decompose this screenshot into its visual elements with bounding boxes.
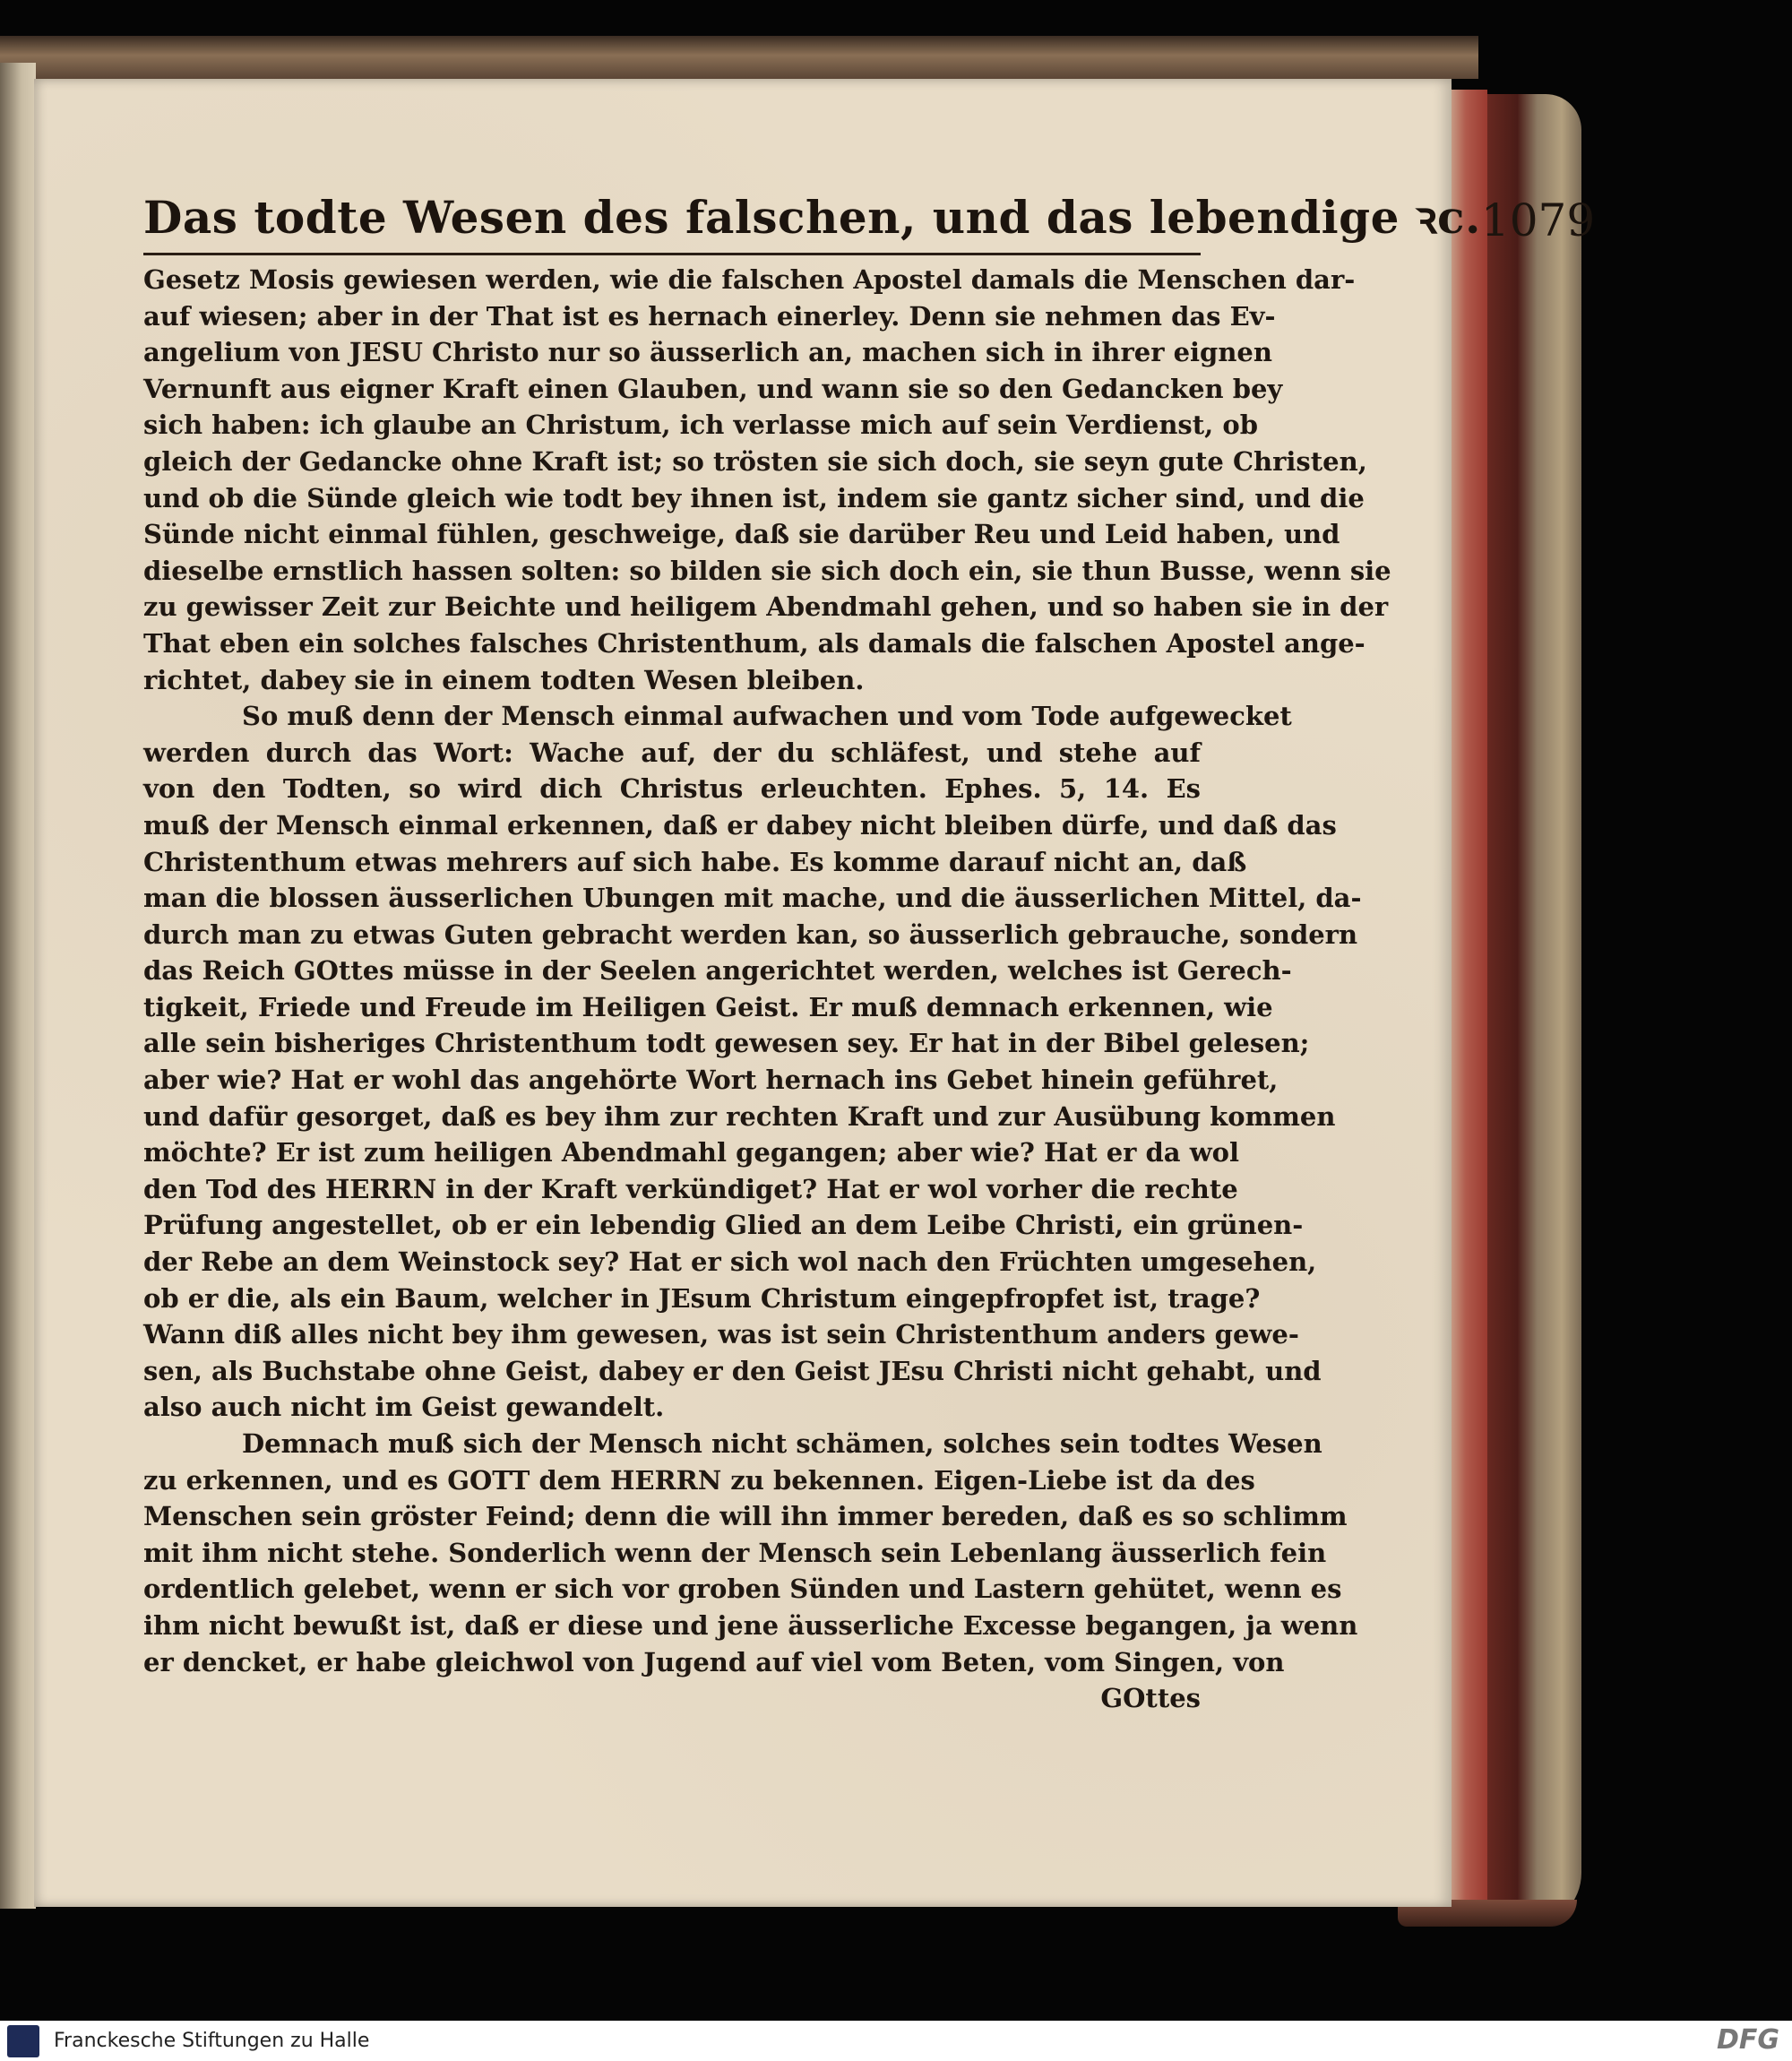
viewer-footer: [0, 2021, 1792, 2061]
text-line: ob er die, als ein Baum, welcher in JEsum Christum eingepfropfet ist, trage?: [143, 1282, 1261, 1314]
text-line: durch man zu etwas Guten gebracht werden kan, so äusserlich gebrauche, sondern: [143, 918, 1358, 950]
text-line: angelium von JESU Christo nur so äusserlich an, machen sich in ihrer eignen: [143, 337, 1272, 368]
text-line: Wann diß alles nicht bey ihm gewesen, was ist sein Christenthum anders gewe-: [143, 1319, 1299, 1350]
paragraph-end-line: richtet, dabey sie in einem todten Wesen bleiben.: [143, 664, 865, 695]
text-line: Vernunft aus eigner Kraft einen Glauben, und wann sie so den Gedancken bey: [143, 373, 1283, 404]
header-rule: [143, 253, 1201, 255]
text-line: werden durch das Wort: Wache auf, der du schläfest, und stehe auf: [143, 737, 1201, 768]
text-line: Sünde nicht einmal fühlen, geschweige, daß sie darüber Reu und Leid haben, und: [143, 519, 1340, 550]
text-line: mit ihm nicht stehe. Sonderlich wenn der Mensch sein Lebenlang äusserlich fein: [143, 1537, 1327, 1568]
text-line: Prüfung angestellet, ob er ein lebendig Glied an dem Leibe Christi, ein grünen-: [143, 1210, 1304, 1241]
paragraph-start-line: So muß denn der Mensch einmal aufwachen und vom Tode aufgewecket: [242, 701, 1292, 732]
book-cover: [1483, 94, 1581, 1927]
paragraph-start-line: Demnach muß sich der Mensch nicht schämen, solches sein todtes Wesen: [242, 1428, 1322, 1459]
text-line: muß der Mensch einmal erkennen, daß er dabey nicht bleiben dürfe, und daß das: [143, 809, 1337, 841]
text-line: sen, als Buchstabe ohne Geist, dabey er den Geist JEsu Christi nicht gehabt, und: [143, 1355, 1322, 1386]
text-line: zu gewisser Zeit zur Beichte und heiligem Abendmahl gehen, und so haben sie in der: [143, 591, 1389, 623]
text-line: auf wiesen; aber in der That ist es hernach einerley. Denn sie nehmen das Ev-: [143, 300, 1276, 332]
text-line: der Rebe an dem Weinstock sey? Hat er sich wol nach den Früchten umgesehen,: [143, 1246, 1317, 1278]
text-line: man die blossen äusserlichen Ubungen mit mache, und die äusserlichen Mittel, da-: [143, 883, 1362, 914]
text-line: Gesetz Mosis gewiesen werden, wie die falschen Apostel damals die Menschen dar-: [143, 264, 1356, 295]
institution-name: Franckesche Stiftungen zu Halle: [54, 2030, 370, 2052]
text-line: ihm nicht bewußt ist, daß er diese und jene äusserliche Excesse begangen, ja wenn: [143, 1609, 1358, 1641]
page-number: 1079: [1480, 194, 1596, 246]
text-line: und ob die Sünde gleich wie todt bey ihnen ist, indem sie gantz sicher sind, und die: [143, 482, 1365, 513]
text-line: zu erkennen, und es GOTT dem HERRN zu bekennen. Eigen-Liebe ist da des: [143, 1464, 1255, 1496]
text-line: dieselbe ernstlich hassen solten: so bilden sie sich doch ein, sie thun Busse, wenn sie: [143, 555, 1391, 586]
text-line: aber wie? Hat er wohl das angehörte Wort hernach ins Gebet hinein geführet,: [143, 1065, 1279, 1096]
institution-logo: [7, 2025, 39, 2057]
text-line: und dafür gesorget, daß es bey ihm zur rechten Kraft und zur Ausübung kommen: [143, 1100, 1336, 1132]
text-line: sich haben: ich glaube an Christum, ich verlasse mich auf sein Verdienst, ob: [143, 410, 1258, 441]
running-head: [143, 184, 1596, 246]
text-line: ordentlich gelebet, wenn er sich vor groben Sünden und Lastern gehütet, wenn es: [143, 1574, 1342, 1605]
text-line: That eben ein solches falsches Christenthum, als damals die falschen Apostel ange-: [143, 627, 1366, 659]
running-head-title: Das todte Wesen des falschen, und das lebendige ꝛc.: [143, 191, 1481, 244]
text-line: von den Todten, so wird dich Christus erleuchten. Ephes. 5, 14. Es: [143, 773, 1201, 805]
text-line: gleich der Gedancke ohne Kraft ist; so trösten sie sich doch, sie seyn gute Christen,: [143, 445, 1367, 477]
text-line: er dencket, er habe gleichwol von Jugend auf viel vom Beten, vom Singen, von: [143, 1646, 1285, 1677]
text-line: tigkeit, Friede und Freude im Heiligen Geist. Er muß demnach erkennen, wie: [143, 991, 1273, 1022]
dfg-logo: DFG: [1716, 2024, 1779, 2056]
book-binding-top: [0, 36, 1478, 79]
body-text: [143, 262, 1391, 1717]
text-line: das Reich GOttes müsse in der Seelen angerichtet werden, welches ist Gerech-: [143, 955, 1292, 987]
catchword: GOttes: [1100, 1683, 1201, 1714]
facing-page-edge: [0, 63, 36, 1909]
paragraph-end-line: also auch nicht im Geist gewandelt.: [143, 1392, 665, 1423]
text-line: Menschen sein gröster Feind; denn die will ihn immer bereden, daß es so schlimm: [143, 1501, 1348, 1532]
text-line: alle sein bisheriges Christenthum todt gewesen sey. Er hat in der Bibel gelesen;: [143, 1028, 1310, 1059]
text-line: möchte? Er ist zum heiligen Abendmahl gegangen; aber wie? Hat er da wol: [143, 1137, 1240, 1168]
text-line: Christenthum etwas mehrers auf sich habe. Es komme darauf nicht an, daß: [143, 846, 1247, 877]
text-line: den Tod des HERRN in der Kraft verkündiget? Hat er wol vorher die rechte: [143, 1173, 1238, 1204]
